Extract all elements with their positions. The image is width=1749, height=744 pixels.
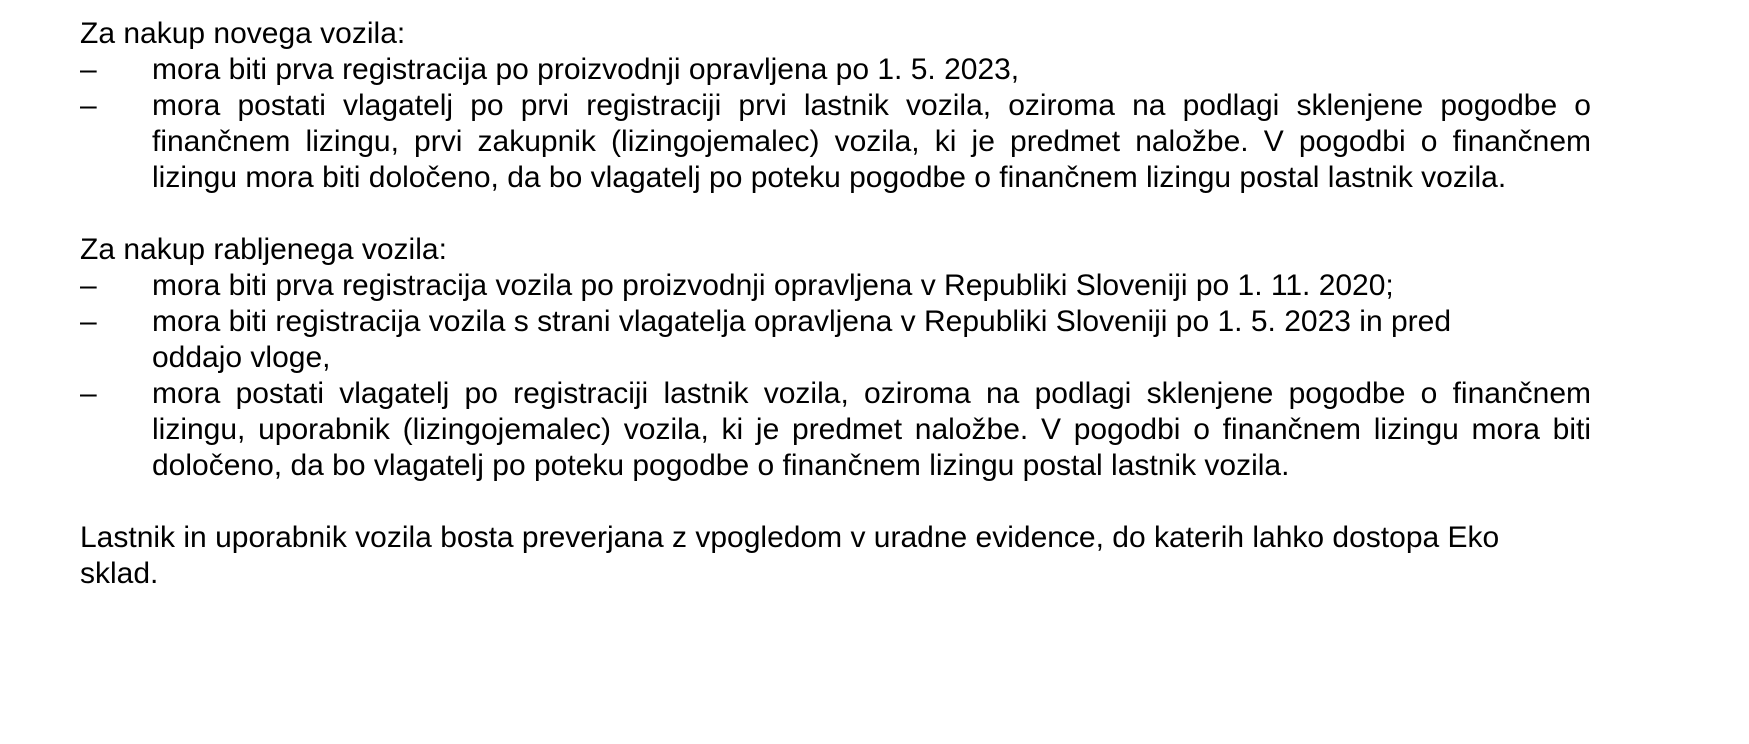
heading-new-vehicle: Za nakup novega vozila: <box>80 17 406 50</box>
list-item-text: mora biti prva registracija po proizvodnji opravljena po 1. 5. 2023, <box>152 53 1020 86</box>
list-item <box>80 268 1591 304</box>
dash-bullet: – <box>80 53 97 86</box>
list-item <box>80 52 1591 88</box>
list-item <box>80 376 1591 484</box>
dash-bullet: – <box>80 269 97 302</box>
dash-bullet: – <box>80 305 97 338</box>
list-used-vehicle <box>80 268 1591 484</box>
closing-paragraph: Lastnik in uporabnik vozila bosta preverjana z vpogledom v uradne evidence, do katerih lahko dostopa Eko sklad. <box>80 521 1500 590</box>
spacer <box>80 484 1580 520</box>
list-new-vehicle <box>80 52 1591 196</box>
heading-used-vehicle: Za nakup rabljenega vozila: <box>80 233 447 266</box>
dash-bullet: – <box>80 89 97 122</box>
list-item-text: mora biti registracija vozila s strani vlagatelja opravljena v Republiki Sloveniji po 1. 5. 2023 in pred oddajo vloge, <box>152 305 1452 374</box>
spacer <box>80 196 1580 232</box>
list-item-text: mora biti prva registracija vozila po proizvodnji opravljena v Republiki Sloveniji po 1. 11. 2020; <box>152 269 1394 302</box>
list-item-text: mora postati vlagatelj po registraciji lastnik vozila, oziroma na podlagi sklenjene pogodbe o finančnem lizingu, uporabnik (lizingojemalec) vozila, ki je predmet naložbe. V pogodbi o finančnem lizingu mora biti določeno, da bo vlagatelj po poteku pogodbe o finančnem lizingu postal lastnik vozila. <box>152 377 1591 482</box>
list-item-text: mora postati vlagatelj po prvi registraciji prvi lastnik vozila, oziroma na podlagi sklenjene pogodbe o finančnem lizingu, prvi zakupnik (lizingojemalec) vozila, ki je predmet naložbe. V pogodbi o finančnem lizingu mora biti določeno, da bo vlagatelj po poteku pogodbe o finančnem lizingu postal lastnik vozila. <box>152 89 1591 194</box>
list-item <box>80 88 1591 196</box>
list-item <box>80 304 1520 376</box>
dash-bullet: – <box>80 377 97 410</box>
document-body <box>80 16 1591 592</box>
